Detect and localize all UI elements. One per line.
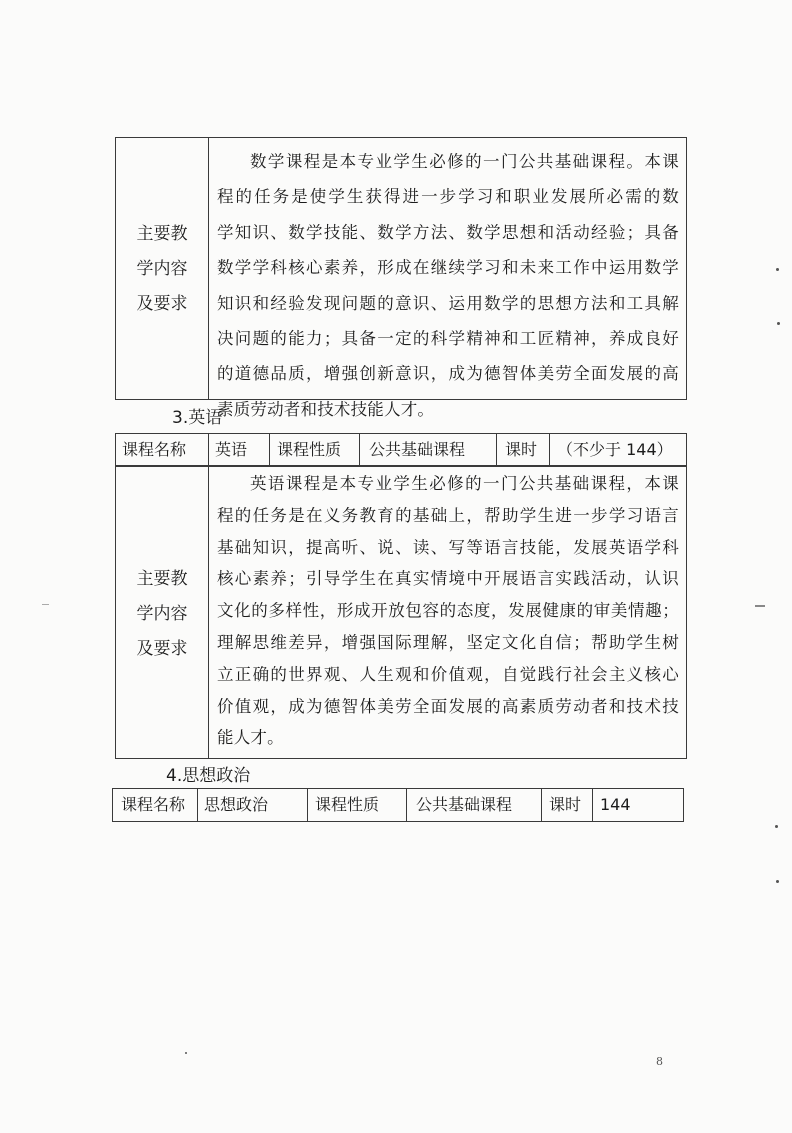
math-label-line-2: 学内容	[136, 259, 188, 279]
english-paragraph-line-1: 英语课程是本专业学生必修的一门公共基础课程，本课	[250, 474, 679, 493]
politics-hours-label: 课时	[549, 795, 582, 814]
scan-speck	[775, 825, 778, 828]
english-paragraph-line-2: 程的任务是在义务教育的基础上，帮助学生进一步学习语言	[217, 505, 679, 525]
math-content-paragraph	[217, 144, 679, 427]
english-label-line-3: 及要求	[136, 639, 188, 659]
math-content-label	[116, 217, 208, 322]
math-label-line-1: 主要教	[136, 224, 188, 244]
politics-info-row	[112, 788, 684, 822]
english-paragraph-line-3: 基础知识，提高听、说、读、写等语言技能，发展英语学科	[217, 537, 679, 557]
scan-mark	[42, 604, 49, 605]
english-paragraph-line-6: 理解思维差异，增强国际理解，坚定文化自信；帮助学生树	[217, 632, 679, 652]
english-paragraph-line-7: 立正确的世界观、人生观和价值观，自觉践行社会主义核心	[217, 664, 679, 684]
english-content-table	[115, 465, 687, 759]
english-name-label: 课程名称	[122, 440, 187, 459]
english-content-paragraph	[217, 468, 679, 754]
english-paragraph-line-9: 能人才。	[217, 728, 284, 748]
politics-name-label: 课程名称	[121, 795, 186, 814]
math-paragraph-line-7: 的道德品质，增强创新意识，成为德智体美劳全面发展的高	[217, 364, 679, 384]
math-paragraph-line-5: 知识和经验发现问题的意识、运用数学的思想方法和工具解	[217, 293, 679, 313]
politics-nature-label: 课程性质	[315, 795, 380, 814]
politics-section-heading: 4.思想政治	[166, 766, 251, 786]
english-info-row	[115, 433, 687, 467]
english-label-line-1: 主要教	[136, 569, 188, 589]
english-paragraph-line-5: 文化的多样性，形成开放包容的态度，发展健康的审美情趣；	[217, 601, 679, 621]
english-paragraph-line-4: 核心素养；引导学生在真实情境中开展语言实践活动，认识	[217, 569, 679, 589]
math-paragraph-line-3: 学知识、数学技能、数学方法、数学思想和活动经验；具备	[217, 222, 679, 242]
math-label-line-3: 及要求	[136, 294, 188, 314]
politics-nature-value: 公共基础课程	[416, 795, 513, 814]
english-section-heading: 3.英语	[172, 408, 223, 428]
english-hours-label: 课时	[505, 440, 538, 459]
scan-speck	[185, 1052, 187, 1054]
math-paragraph-line-8: 素质劳动者和技术技能人才。	[217, 399, 435, 419]
math-paragraph-line-4: 数学学科核心素养，形成在继续学习和未来工作中运用数学	[217, 258, 679, 278]
math-paragraph-line-1: 数学课程是本专业学生必修的一门公共基础课程。本课	[250, 152, 679, 171]
scan-speck	[776, 268, 779, 271]
math-paragraph-line-6: 决问题的能力；具备一定的科学精神和工匠精神，养成良好	[217, 329, 679, 349]
scan-mark	[755, 605, 765, 607]
scan-speck	[777, 322, 780, 325]
politics-name-value: 思想政治	[204, 795, 269, 814]
english-name-value: 英语	[215, 440, 248, 459]
scan-speck	[776, 880, 779, 883]
page-number: 8	[656, 1055, 663, 1068]
english-hours-value: （不少于 144）	[557, 440, 673, 459]
english-nature-value: 公共基础课程	[369, 440, 466, 459]
politics-hours-value: 144	[600, 795, 631, 814]
english-nature-label: 课程性质	[277, 440, 342, 459]
english-paragraph-line-8: 价值观，成为德智体美劳全面发展的高素质劳动者和技术技	[217, 696, 679, 716]
english-content-label	[116, 562, 208, 667]
english-label-line-2: 学内容	[136, 604, 188, 624]
math-paragraph-line-2: 程的任务是使学生获得进一步学习和职业发展所必需的数	[217, 187, 679, 207]
